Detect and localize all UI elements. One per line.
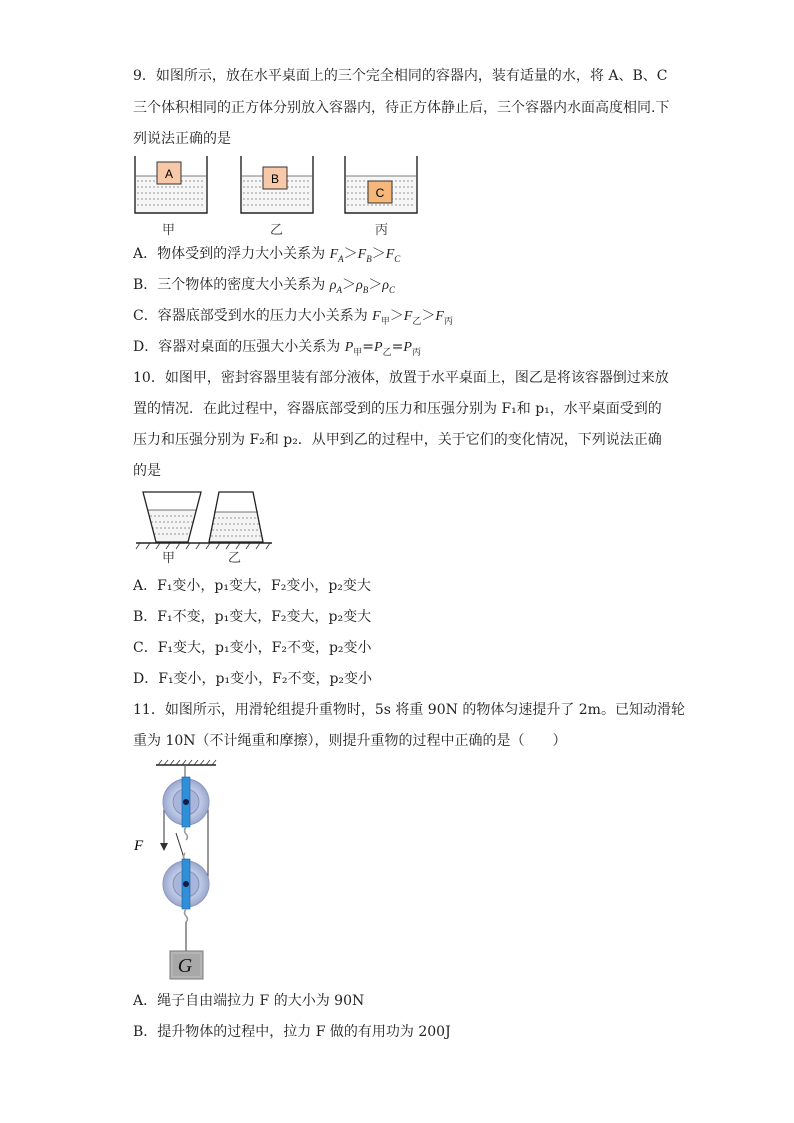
q11-pulley-figure [128,757,228,982]
cube-b-label: B [270,172,280,186]
container-bing [345,156,417,213]
container-jia [135,156,207,213]
q9-option-a-expr: $F_A>F_B>F_C$ [329,246,401,264]
q9-stem-line2: 三个体积相同的正方体分别放入容器内，待正方体静止后，三个容器内水面高度相同.下 [133,100,670,116]
force-arrow-icon [160,843,168,851]
q10-option-d: D．F₁变小，p₁变小，F₂不变，p₂变小 [133,671,373,687]
q10-option-b: B．F₁不变，p₁变大，F₂变大，p₂变大 [133,609,372,625]
q9-option-c [133,306,453,332]
force-label: F [134,838,144,854]
q11-option-a: A．绳子自由端拉力 F 的大小为 90N [133,993,365,1009]
q10-stem-line1: 10．如图甲，密封容器里装有部分液体，放置于水平桌面上，图乙是将该容器倒过来放 [133,370,669,386]
q9-option-d [133,337,421,363]
q10-caption-jia: 甲 [162,551,176,566]
q10-option-a: A．F₁变小，p₁变大，F₂变小，p₂变大 [133,578,371,594]
q9-option-a-text: A．物体受到的浮力大小关系为 [133,246,330,262]
q9-caption-jia: 甲 [162,223,176,238]
q10-stem-line3: 压力和压强分别为 F₂和 p₂．从甲到乙的过程中，关于它们的变化情况，下列说法正确 [133,432,662,448]
movable-pulley [163,853,209,909]
container-jia-upright [143,492,201,542]
q9-stem-line3: 列说法正确的是 [133,131,231,147]
fixed-pulley [163,777,209,827]
q10-stem-line4: 的是 [133,463,161,479]
q9-option-d-expr: $P_甲=P_乙=P_丙$ [344,339,421,358]
q9-caption-bing: 丙 [375,223,389,238]
q9-containers-figure [130,154,430,224]
q9-option-b-text: B．三个物体的密度大小关系为 [133,277,330,293]
q11-stem-line2: 重为 10N（不计绳重和摩擦），则提升重物的过程中正确的是（ ） [133,733,567,749]
q9-stem-line1: 9．如图所示，放在水平桌面上的三个完全相同的容器内，装有适量的水，将 A、B、C [133,68,668,84]
table-hatching [136,543,270,549]
q10-caption-yi: 乙 [228,551,242,566]
q9-option-b-expr: $\rho_A>\rho_B>\rho_C$ [329,277,395,295]
weight-label: G [177,955,193,977]
q9-option-d-text: D．容器对桌面的压强大小关系为 [133,339,345,355]
container-yi-inverted [209,492,263,542]
q10-containers-figure [132,490,282,552]
q9-option-c-text: C．容器底部受到水的压力大小关系为 [133,308,373,324]
q11-option-b: B．提升物体的过程中，拉力 F 做的有用功为 200J [133,1024,451,1040]
cube-c-label: C [375,186,385,200]
q11-stem-line1: 11．如图所示，用滑轮组提升重物时，5s 将重 90N 的物体匀速提升了 2m。已知动滑轮 [133,702,685,718]
cube-a-label: A [164,167,174,181]
q9-option-a [133,244,400,269]
q10-option-c: C．F₁变大，p₁变小，F₂不变，p₂变小 [133,640,372,656]
q9-caption-yi: 乙 [270,223,284,238]
q10-stem-line2: 置的情况．在此过程中，容器底部受到的压力和压强分别为 F₁和 p₁，水平桌面受到的 [133,401,662,417]
q9-option-b [133,275,395,300]
q9-option-c-expr: $F_甲>F_乙>F_丙$ [372,308,453,327]
